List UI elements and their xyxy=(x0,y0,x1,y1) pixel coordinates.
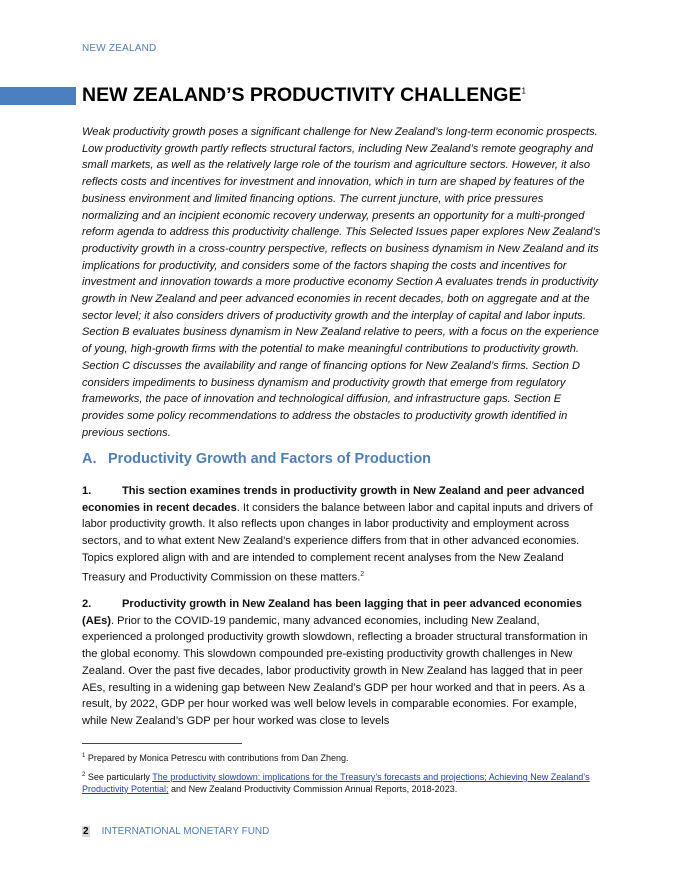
page-number: 2 xyxy=(83,826,89,837)
title-accent-bar xyxy=(0,87,76,105)
paragraph-number: 2. xyxy=(82,598,92,610)
footnote-number: 2 xyxy=(82,772,86,778)
footnote-suffix: and New Zealand Productivity Commission Annual Reports, 2018-2023. xyxy=(168,784,458,794)
paragraph-body: . It considers the balance between labor and capital inputs and drivers of labor productivity growth. It also reflects upon changes in labor productivity and employment across sectors, and to what extent New Zealand’s experience differs from that in other advanced economies. Topics explored align with and are intended to complement recent analyses from the New Zealand Treasury and Productivity Commission on these matters. xyxy=(82,501,593,584)
page-title-text: NEW ZEALAND’S PRODUCTIVITY CHALLENGE xyxy=(82,84,522,106)
abstract: Weak productivity growth poses a significant challenge for New Zealand’s long-term economic prospects. Low productivity growth partly reflects structural factors, including New Zealand’s remote geography and small markets, as well as the relatively large role of the tourism and agriculture sectors. However, it also reflects costs and incentives for investment and innovation, which in turn are shaped by features of the business environment and limited financing options. The current juncture, with price pressures normalizing and an incipient economic recovery underway, presents an opportunity for a multi-pronged reform agenda to address this productivity challenge. This Selected Issues paper explores New Zealand’s productivity growth in a cross-country perspective, reflects on business dynamism in New Zealand and its implications for productivity, and considers some of the factors shaping the costs and incentives for investment and innovation towards a more productive economy Section A evaluates trends in productivity growth in New Zealand and peer advanced economies in recent decades, both on aggregate and at the sector level; it also considers drivers of productivity growth and the interplay of capital and labor inputs. Section B evaluates business dynamism in New Zealand relative to peers, with a focus on the experience of young, high-growth firms with the potential to make meaningful contributions to productivity growth. Section C discusses the availability and range of financing options for New Zealand’s firms. Section D considers impediments to business dynamism and productivity growth that emerge from regulatory frameworks, the pace of innovation and technological diffusion, and infrastructure gaps. Section E provides some policy recommendations to address the obstacles to productivity growth identified in previous sections. xyxy=(82,126,601,439)
section-title: Productivity Growth and Factors of Production xyxy=(108,451,432,467)
title-footnote-ref[interactable]: 1 xyxy=(521,86,526,96)
paragraph-footnote-ref[interactable]: 2 xyxy=(360,570,365,578)
footnote-text: Prepared by Monica Petrescu with contributions from Dan Zheng. xyxy=(87,753,349,763)
footnote-2 xyxy=(82,769,602,795)
footnote-divider xyxy=(82,743,242,744)
paragraph-body: . Prior to the COVID-19 pandemic, many advanced economies, including New Zealand, experienced a prolonged productivity growth slowdown, reflecting a broader structural transformation in the global economy. This slowdown compounded pre-existing productivity growth challenges in New Zealand. Over the past five decades, labor productivity growth in New Zealand has lagged that in peer AEs, resulting in a widening gap between New Zealand’s GDP per hour worked and that in peers. As a result, by 2022, GDP per hour worked was well below levels in comparable economies. For example, while New Zealand’s GDP per hour worked was close to levels xyxy=(82,614,588,727)
footnote-reference-link[interactable]: The productivity slowdown: implications for the Treasury’s forecasts and projections; Achieving New Zealand’s Productivity Potential; xyxy=(82,772,590,794)
footer-publisher: INTERNATIONAL MONETARY FUND xyxy=(101,826,270,837)
section-heading xyxy=(82,451,602,467)
paragraph-lead: This section examines trends in productivity growth in New Zealand and peer advanced economies in recent decades xyxy=(82,485,585,514)
paragraph-lead: Productivity growth in New Zealand has been lagging that in peer advanced economies (AEs) xyxy=(82,598,582,627)
page-footer xyxy=(82,826,269,837)
footnote-prefix: See particularly xyxy=(87,772,153,782)
footnote-number: 1 xyxy=(82,753,86,759)
footnote-1 xyxy=(82,750,602,764)
paragraph-number: 1. xyxy=(82,485,92,497)
section-letter: A. xyxy=(82,451,97,467)
paragraph-2 xyxy=(82,596,598,730)
paragraph-1 xyxy=(82,483,598,586)
page-title xyxy=(82,84,526,107)
running-header: NEW ZEALAND xyxy=(82,43,157,54)
